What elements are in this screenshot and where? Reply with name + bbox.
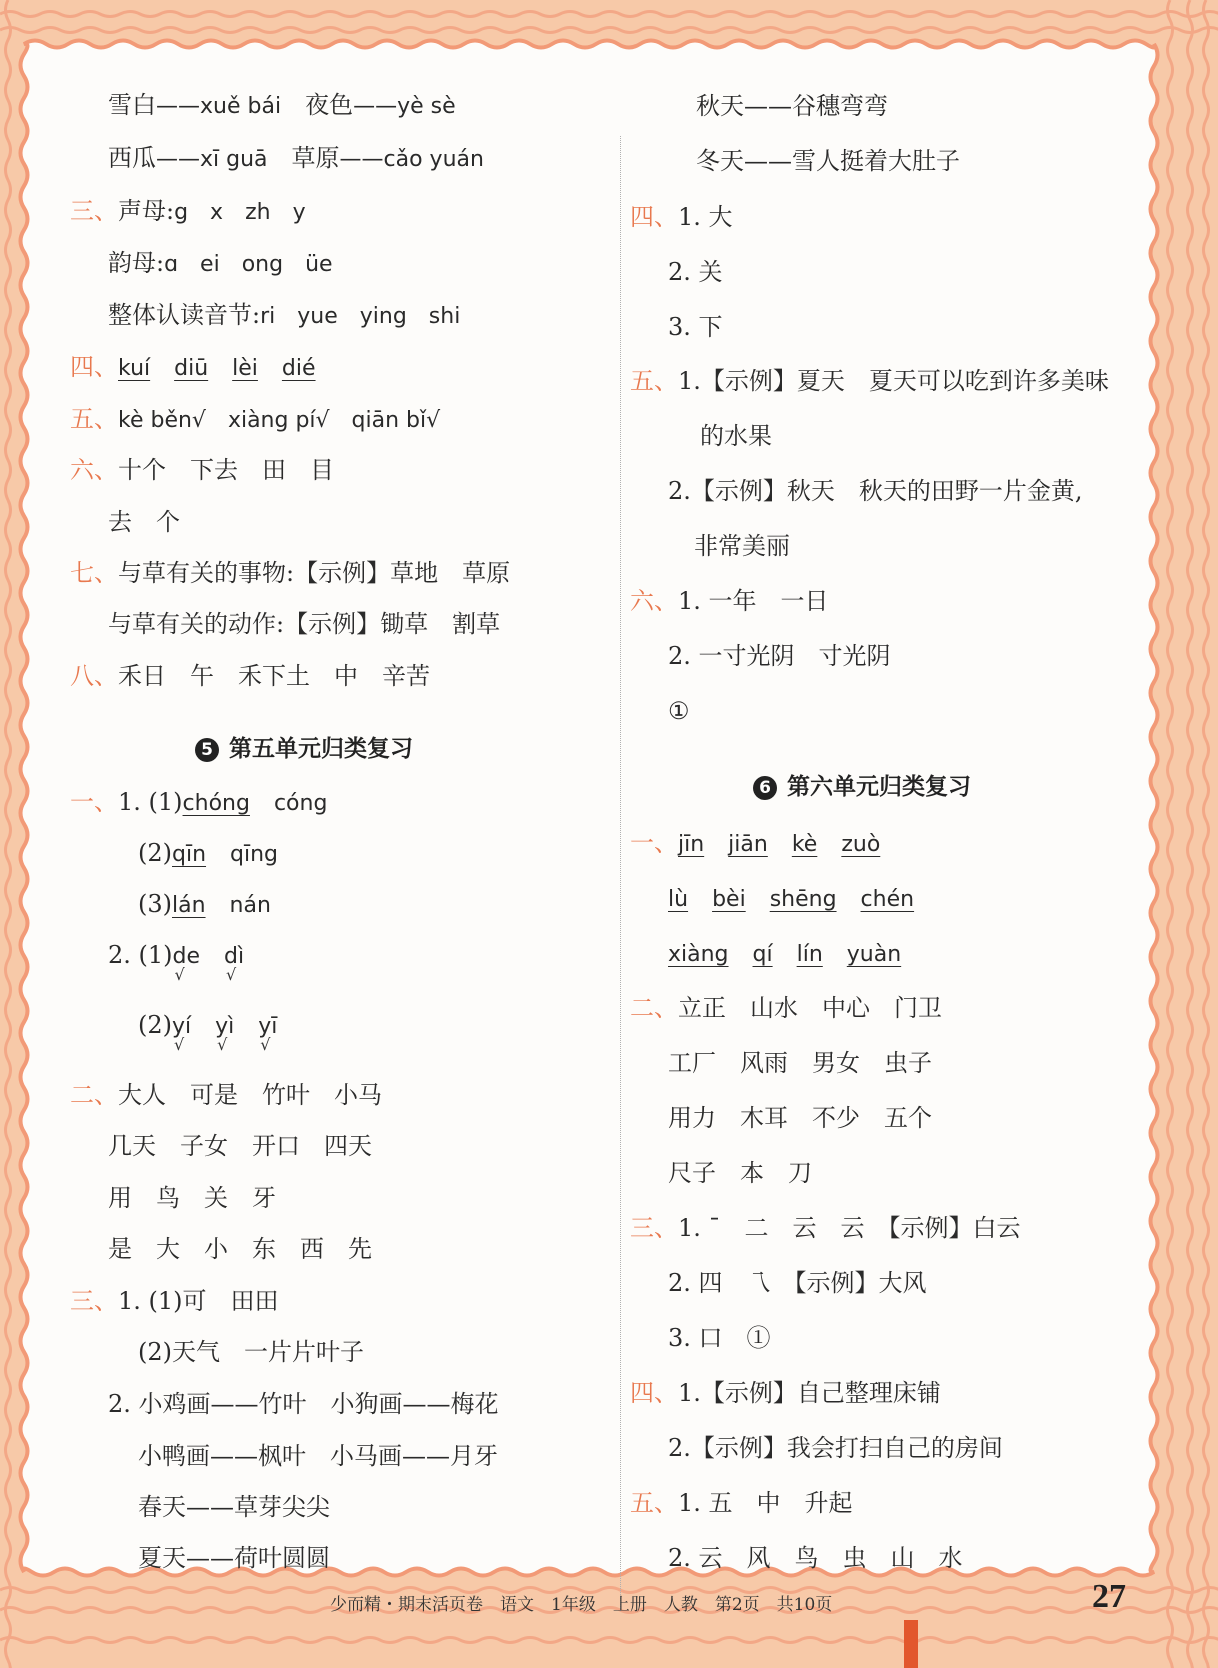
section-marker: 二、 bbox=[70, 1081, 118, 1109]
unit6-section-1: 一、jīn jiān kè zuò bbox=[630, 829, 881, 857]
section-marker: 二、 bbox=[630, 994, 678, 1022]
answer-line: 整体认读音节:ri yue ying shi bbox=[108, 301, 461, 329]
answer-line: 春天——草芽尖尖 bbox=[138, 1493, 330, 1521]
answer-line: 夏天——荷叶圆圆 bbox=[138, 1544, 330, 1572]
section-3: 三、声母:g x zh y bbox=[70, 197, 306, 225]
section-4: 四、kuí diū lèi dié bbox=[70, 353, 316, 381]
answer-line: 雪白——xuě bái 夜色——yè sè bbox=[108, 91, 456, 119]
footer-info: 少而精・期末活页卷 语文 1年级 上册 人教 第2页 共10页 bbox=[330, 1595, 833, 1615]
section-marker: 六、 bbox=[630, 587, 678, 615]
answer-line: 3. 口 ① bbox=[668, 1324, 771, 1352]
answer-line: 几天 子女 开口 四天 bbox=[108, 1132, 372, 1160]
answer-line: 2. 云 风 鸟 虫 山 水 bbox=[668, 1544, 963, 1572]
unit5-section-2: 二、大人 可是 竹叶 小马 bbox=[70, 1081, 382, 1109]
answer-line: 用力 木耳 不少 五个 bbox=[668, 1104, 932, 1132]
unit5-section-1: 一、1. (1)chóng cóng bbox=[70, 788, 328, 816]
unit-number-badge: 5 bbox=[195, 738, 219, 762]
unit-6-heading: 6 第六单元归类复习 bbox=[753, 772, 971, 802]
answer-line: 尺子 本 刀 bbox=[668, 1159, 812, 1187]
answer-line: xiàng qí lín yuàn bbox=[668, 942, 902, 967]
section-8: 八、禾日 午 禾下土 中 辛苦 bbox=[70, 662, 430, 690]
section-marker: 三、 bbox=[630, 1214, 678, 1242]
answer-line: 去 个 bbox=[108, 508, 180, 536]
section-marker: 四、 bbox=[630, 203, 678, 231]
unit5-section-3: 三、1. (1)可 田田 bbox=[70, 1287, 279, 1315]
column-divider bbox=[620, 136, 621, 1611]
section-5: 五、1.【示例】夏天 夏天可以吃到许多美味 bbox=[630, 367, 1109, 395]
section-marker: 五、 bbox=[630, 367, 678, 395]
section-marker: 三、 bbox=[70, 197, 118, 225]
section-7: 七、与草有关的事物:【示例】草地 草原 bbox=[70, 559, 511, 587]
page-number: 27 bbox=[1092, 1578, 1126, 1615]
unit-number-badge: 6 bbox=[753, 776, 777, 800]
answer-line: 2. 关 bbox=[668, 258, 723, 286]
answer-line: (3)lán nán bbox=[138, 890, 271, 918]
section-marker: 四、 bbox=[630, 1379, 678, 1407]
unit6-section-5: 五、1. 五 中 升起 bbox=[630, 1489, 853, 1517]
section-marker: 三、 bbox=[70, 1287, 118, 1315]
answer-line: ① bbox=[668, 697, 690, 725]
answer-line: 西瓜——xī guā 草原——cǎo yuán bbox=[108, 144, 484, 172]
section-marker: 七、 bbox=[70, 559, 118, 587]
answer-line: 与草有关的动作:【示例】锄草 割草 bbox=[108, 610, 501, 638]
section-marker: 一、 bbox=[70, 788, 118, 816]
unit6-section-2: 二、立正 山水 中心 门卫 bbox=[630, 994, 942, 1022]
answer-line: 冬天——雪人挺着大肚子 bbox=[696, 147, 960, 175]
answer-line: 2.【示例】我会打扫自己的房间 bbox=[668, 1434, 1003, 1462]
answer-line: 2. (1)de √ dì √ bbox=[108, 940, 244, 972]
section-marker: 一、 bbox=[630, 829, 678, 857]
answer-line: 2.【示例】秋天 秋天的田野一片金黄, bbox=[668, 477, 1083, 505]
answer-line: 用 鸟 关 牙 bbox=[108, 1184, 276, 1212]
answer-line: 工厂 风雨 男女 虫子 bbox=[668, 1049, 932, 1077]
unit-5-heading: 5 第五单元归类复习 bbox=[195, 734, 413, 764]
answer-line: 2. 一寸光阴 寸光阴 bbox=[668, 642, 891, 670]
answer-line: 2. 四 乁 【示例】大风 bbox=[668, 1269, 927, 1297]
answer-line: 是 大 小 东 西 先 bbox=[108, 1235, 372, 1263]
answer-line: 秋天——谷穗弯弯 bbox=[696, 92, 888, 120]
unit6-section-4: 四、1.【示例】自己整理床铺 bbox=[630, 1379, 941, 1407]
answer-line: 2. 小鸡画——竹叶 小狗画——梅花 bbox=[108, 1390, 499, 1418]
section-marker: 四、 bbox=[70, 353, 118, 381]
answer-line: (2)qīn qīng bbox=[138, 839, 279, 867]
unit6-section-3: 三、1. ˉ 二 云 云 【示例】白云 bbox=[630, 1214, 1021, 1242]
section-4: 四、1. 大 bbox=[630, 203, 733, 231]
section-marker: 五、 bbox=[70, 405, 118, 433]
section-5: 五、kè běn√ xiàng pí√ qiān bǐ√ bbox=[70, 405, 441, 433]
section-6: 六、十个 下去 田 目 bbox=[70, 456, 334, 484]
section-6: 六、1. 一年 一日 bbox=[630, 587, 829, 615]
answer-line: 小鸭画——枫叶 小马画——月牙 bbox=[138, 1442, 498, 1470]
answer-line: 3. 下 bbox=[668, 313, 723, 341]
page-edge-tab bbox=[904, 1620, 918, 1668]
answer-line: 非常美丽 bbox=[694, 532, 790, 560]
answer-line: 的水果 bbox=[700, 422, 772, 450]
answer-line: 韵母:ɑ ei ong üe bbox=[108, 249, 333, 277]
section-marker: 五、 bbox=[630, 1489, 678, 1517]
section-marker: 六、 bbox=[70, 456, 118, 484]
answer-line: (2)天气 一片片叶子 bbox=[138, 1338, 364, 1366]
answer-line: (2)yí √ yì √ yī √ bbox=[138, 1010, 277, 1042]
answer-line: lù bèi shēng chén bbox=[668, 887, 915, 912]
section-marker: 八、 bbox=[70, 662, 118, 690]
